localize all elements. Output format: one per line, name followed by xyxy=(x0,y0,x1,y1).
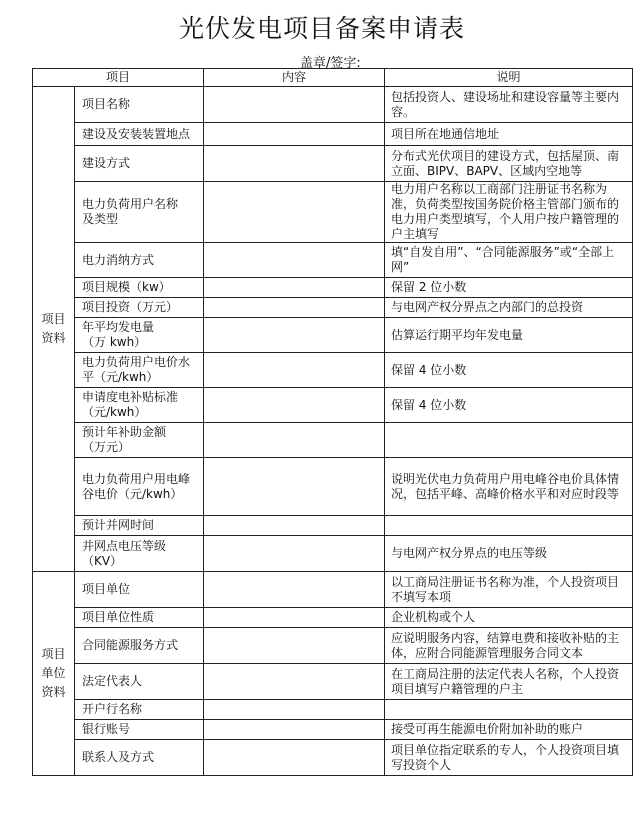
item-label-line: 项目名称 xyxy=(82,97,131,111)
item-label-line: 建设方式 xyxy=(82,156,131,170)
content-field[interactable] xyxy=(204,298,385,318)
content-field[interactable] xyxy=(204,664,385,700)
content-field[interactable] xyxy=(204,740,385,776)
content-field[interactable] xyxy=(204,720,385,740)
group-label-line: 资料 xyxy=(41,685,66,699)
content-field[interactable] xyxy=(204,318,385,353)
table-row xyxy=(33,278,633,298)
description-cell: 估算运行期平均年发电量 xyxy=(385,318,633,353)
table-row xyxy=(33,608,633,628)
item-label-line: （万 kwh） xyxy=(82,335,147,349)
item-label-line: 电力消纳方式 xyxy=(82,252,155,267)
item-label xyxy=(75,608,204,628)
item-label-line: 项目单位 xyxy=(82,582,131,596)
item-label-line: （KV） xyxy=(82,553,123,568)
content-field[interactable] xyxy=(204,243,385,278)
table-row xyxy=(33,664,633,700)
description-cell: 与电网产权分界点之内部门的总投资 xyxy=(385,298,633,318)
table-body xyxy=(33,87,633,776)
item-label-line: 合同能源服务方式 xyxy=(82,638,179,652)
item-label-line: 联系人及方式 xyxy=(82,750,155,764)
description-cell: 在工商局注册的法定代表人名称，个人投资项目填写户籍管理的户主 xyxy=(385,664,633,700)
header-item: 项目 xyxy=(33,69,204,87)
table-row xyxy=(33,628,633,664)
content-field[interactable] xyxy=(204,628,385,664)
item-label xyxy=(75,146,204,182)
content-field[interactable] xyxy=(204,423,385,458)
content-field[interactable] xyxy=(204,608,385,628)
item-label xyxy=(75,278,204,298)
item-label-line: 项目单位性质 xyxy=(82,610,155,624)
description-cell xyxy=(385,423,633,458)
item-label xyxy=(75,516,204,536)
item-label-line: 及类型 xyxy=(82,212,119,226)
item-label-line: 建设及安装装置地点 xyxy=(82,126,191,141)
item-label xyxy=(75,536,204,572)
content-field[interactable] xyxy=(204,458,385,516)
header-content: 内容 xyxy=(204,69,385,87)
content-field[interactable] xyxy=(204,87,385,123)
group-label-line: 单位 xyxy=(41,666,66,680)
item-label-line: 项目规模（kw） xyxy=(82,280,171,294)
item-label xyxy=(75,353,204,388)
description-cell xyxy=(385,700,633,720)
item-label-line: 法定代表人 xyxy=(82,674,143,688)
group-label xyxy=(33,87,75,572)
content-field[interactable] xyxy=(204,516,385,536)
item-label xyxy=(75,318,204,353)
description-cell: 项目单位指定联系的专人，个人投资项目填写投资个人 xyxy=(385,740,633,776)
table-row xyxy=(33,243,633,278)
item-label xyxy=(75,700,204,720)
item-label-line: 电力负荷用户用电峰 xyxy=(82,471,191,486)
description-cell: 接受可再生能源电价附加补助的账户 xyxy=(385,720,633,740)
content-field[interactable] xyxy=(204,388,385,423)
signature-label: 盖章/签字: xyxy=(300,56,361,71)
item-label xyxy=(75,628,204,664)
content-field[interactable] xyxy=(204,182,385,243)
content-field[interactable] xyxy=(204,536,385,572)
description-cell: 应说明服务内容，结算电费和接收补贴的主体，应附合同能源管理服务合同文本 xyxy=(385,628,633,664)
description-cell: 填“自发自用”、“合同能源服务”或“全部上网” xyxy=(385,243,633,278)
content-field[interactable] xyxy=(204,278,385,298)
item-label-line: 银行账号 xyxy=(82,722,131,736)
item-label xyxy=(75,664,204,700)
description-cell: 保留 4 位小数 xyxy=(385,353,633,388)
description-cell: 以工商局注册证书名称为准，个人投资项目不填写本项 xyxy=(385,572,633,608)
group-label xyxy=(33,572,75,776)
description-cell: 说明光伏电力负荷用户用电峰谷电价具体情况，包括平峰、高峰价格水平和对应时段等 xyxy=(385,458,633,516)
item-label-line: 项目投资（万元） xyxy=(82,300,179,314)
item-label-line: 预计并网时间 xyxy=(82,518,155,532)
item-label xyxy=(75,182,204,243)
table-row xyxy=(33,388,633,423)
table-row xyxy=(33,516,633,536)
item-label xyxy=(75,243,204,278)
description-cell: 与电网产权分界点的电压等级 xyxy=(385,536,633,572)
table-row xyxy=(33,318,633,353)
item-label-line: （元/kwh） xyxy=(82,405,147,419)
content-field[interactable] xyxy=(204,700,385,720)
item-label xyxy=(75,572,204,608)
table-row xyxy=(33,720,633,740)
description-cell xyxy=(385,516,633,536)
table-row xyxy=(33,572,633,608)
group-label-line: 项目 xyxy=(41,647,66,661)
filing-form-table xyxy=(32,68,633,776)
item-label-line: 谷电价（元/kwh） xyxy=(82,486,183,501)
table-row xyxy=(33,146,633,182)
item-label xyxy=(75,388,204,423)
table-row xyxy=(33,298,633,318)
item-label-line: 申请度电补贴标准 xyxy=(82,390,179,404)
description-cell: 保留 4 位小数 xyxy=(385,388,633,423)
item-label xyxy=(75,458,204,516)
item-label-line: （万元） xyxy=(82,440,131,454)
item-label-line: 并网点电压等级 xyxy=(82,538,167,553)
item-label xyxy=(75,298,204,318)
table-row xyxy=(33,353,633,388)
item-label-line: 电力负荷用户名称 xyxy=(82,197,179,211)
table-header-row xyxy=(33,69,633,87)
table-row xyxy=(33,123,633,146)
description-cell: 电力用户名称以工商部门注册证书名称为准，负荷类型按国务院价格主管部门颁布的电力用户类型填写，个人用户按户籍管理的户主填写 xyxy=(385,182,633,243)
table-row xyxy=(33,458,633,516)
table-row xyxy=(33,536,633,572)
table-row xyxy=(33,182,633,243)
content-field[interactable] xyxy=(204,353,385,388)
item-label xyxy=(75,87,204,123)
description-cell: 项目所在地通信地址 xyxy=(385,123,633,146)
description-cell: 分布式光伏项目的建设方式，包括屋顶、南立面、BIPV、BAPV、区域内空地等 xyxy=(385,146,633,182)
item-label-line: 开户行名称 xyxy=(82,702,143,716)
page-title: 光伏发电项目备案申请表 xyxy=(178,14,465,43)
table-row xyxy=(33,740,633,776)
description-cell: 包括投资人、建设场址和建设容量等主要内容。 xyxy=(385,87,633,123)
item-label xyxy=(75,720,204,740)
content-field[interactable] xyxy=(204,123,385,146)
item-label-line: 年平均发电量 xyxy=(82,320,155,334)
table-row xyxy=(33,423,633,458)
item-label xyxy=(75,740,204,776)
description-cell: 保留 2 位小数 xyxy=(385,278,633,298)
table-row xyxy=(33,700,633,720)
item-label-line: 预计年补助金额 xyxy=(82,425,167,439)
table-row xyxy=(33,87,633,123)
content-field[interactable] xyxy=(204,572,385,608)
header-description: 说明 xyxy=(385,69,633,87)
item-label-line: 电力负荷用户电价水 xyxy=(82,355,191,369)
content-field[interactable] xyxy=(204,146,385,182)
item-label xyxy=(75,423,204,458)
group-label-line: 项目 xyxy=(41,312,66,326)
item-label-line: 平（元/kwh） xyxy=(82,370,159,384)
description-cell: 企业机构或个人 xyxy=(385,608,633,628)
item-label xyxy=(75,123,204,146)
group-label-line: 资料 xyxy=(41,331,66,345)
